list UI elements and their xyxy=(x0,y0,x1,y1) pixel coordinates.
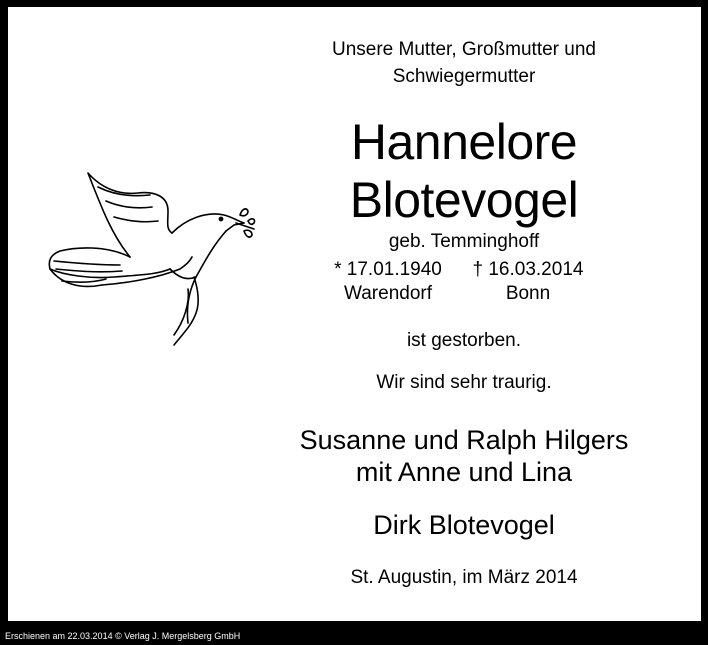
death-date: † 16.03.2014 xyxy=(472,259,584,280)
intro-line-1: Unsere Mutter, Großmutter und xyxy=(332,39,596,60)
birth-place: Warendorf xyxy=(344,283,432,304)
first-name: Hannelore xyxy=(350,114,578,170)
place-date: St. Augustin, im März 2014 xyxy=(350,567,578,588)
dove-with-olive-branch-icon xyxy=(40,165,260,350)
death-place: Bonn xyxy=(505,283,551,304)
obituary-card xyxy=(8,7,701,621)
birth-date: * 17.01.1940 xyxy=(334,259,442,280)
last-name: Blotevogel xyxy=(349,172,579,228)
intro-text xyxy=(254,36,674,90)
family-line-2: mit Anne und Lina xyxy=(355,457,573,487)
mourners-family xyxy=(254,424,674,488)
death-info xyxy=(458,258,598,306)
died-text: ist gestorben. xyxy=(406,330,522,351)
birth-name: geb. Temminghoff xyxy=(388,231,540,252)
sad-text: Wir sind sehr traurig. xyxy=(376,372,552,393)
family-line-1: Susanne und Ralph Hilgers xyxy=(299,425,629,455)
publication-footer: Erschienen am 22.03.2014 © Verlag J. Mergelsberg GmbH xyxy=(5,631,241,641)
intro-line-2: Schwiegermutter xyxy=(392,66,536,87)
deceased-name xyxy=(254,113,674,229)
mourner-son: Dirk Blotevogel xyxy=(373,510,555,540)
birth-info xyxy=(318,258,458,306)
